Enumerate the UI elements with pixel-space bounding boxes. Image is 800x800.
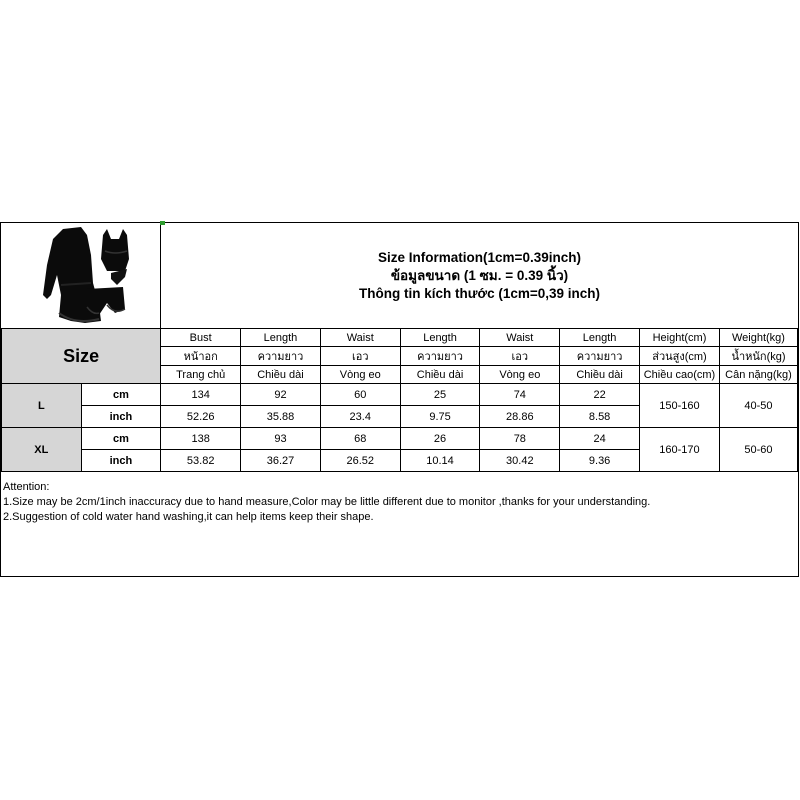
column-header-th: ส่วนสูง(cm) — [640, 347, 720, 366]
unit-label-inch: inch — [81, 406, 161, 428]
size-information-title — [161, 223, 798, 329]
column-header-en: Waist — [480, 329, 560, 347]
table-cell: 138 — [161, 428, 241, 450]
column-header-vi: Chiều dài — [560, 366, 640, 384]
table-cell: 26 — [400, 428, 480, 450]
table-cell: 93 — [241, 428, 321, 450]
column-header-th: ความยาว — [560, 347, 640, 366]
column-header-vi: Vòng eo — [480, 366, 560, 384]
table-cell: 52.26 — [161, 406, 241, 428]
table-cell: 9.75 — [400, 406, 480, 428]
table-cell: 10.14 — [400, 450, 480, 472]
size-chart-sheet — [0, 222, 799, 577]
column-header-en: Waist — [320, 329, 400, 347]
table-cell: 74 — [480, 384, 560, 406]
unit-label-cm: cm — [81, 428, 161, 450]
table-cell: 28.86 — [480, 406, 560, 428]
column-header-vi: Chiều dài — [400, 366, 480, 384]
size-label-l: L — [2, 384, 82, 428]
title-thai: ข้อมูลขนาด (1 ซม. = 0.39 นิ้ว) — [390, 268, 569, 283]
table-cell: 24 — [560, 428, 640, 450]
table-cell: 68 — [320, 428, 400, 450]
table-cell: 78 — [480, 428, 560, 450]
weight-range-cell: 50-60 — [719, 428, 797, 472]
column-header-vi: Chiều dài — [241, 366, 321, 384]
column-header-th: เอว — [320, 347, 400, 366]
attention-heading: Attention: — [3, 481, 50, 493]
column-header-th: ความยาว — [400, 347, 480, 366]
column-header-en: Length — [400, 329, 480, 347]
column-header-vi: Chiều cao(cm) — [640, 366, 720, 384]
attention-note-2: 2.Suggestion of cold water hand washing,it can help items keep their shape. — [3, 511, 374, 523]
table-cell: 60 — [320, 384, 400, 406]
column-header-en: Length — [241, 329, 321, 347]
column-header-en: Weight(kg) — [719, 329, 797, 347]
table-cell: 8.58 — [560, 406, 640, 428]
column-header-th: หน้าอก — [161, 347, 241, 366]
title-english: Size Information(1cm=0.39inch) — [378, 250, 581, 265]
size-header: Size — [2, 329, 161, 384]
column-header-vi: Trang chủ — [161, 366, 241, 384]
table-cell: 134 — [161, 384, 241, 406]
column-header-th: ความยาว — [241, 347, 321, 366]
table-cell: 35.88 — [241, 406, 321, 428]
table-cell: 9.36 — [560, 450, 640, 472]
title-vietnamese: Thông tin kích thước (1cm=0,39 inch) — [358, 286, 601, 301]
column-header-en: Bust — [161, 329, 241, 347]
column-header-th: เอว — [480, 347, 560, 366]
weight-range-cell: 40-50 — [719, 384, 797, 428]
attention-notes — [3, 480, 650, 525]
table-cell: 25 — [400, 384, 480, 406]
attention-note-1: 1.Size may be 2cm/1inch inaccuracy due to hand measure,Color may be little different due to monitor ,thanks for your understanding. — [3, 496, 651, 508]
table-cell: 22 — [560, 384, 640, 406]
column-header-th: น้ำหนัก(kg) — [719, 347, 797, 366]
table-cell: 30.42 — [480, 450, 560, 472]
table-cell: 53.82 — [161, 450, 241, 472]
table-cell: 23.4 — [320, 406, 400, 428]
column-header-vi: Cân nặng(kg) — [719, 366, 797, 384]
size-label-xl: XL — [2, 428, 82, 472]
height-range-cell: 160-170 — [640, 428, 720, 472]
product-photo — [41, 225, 131, 327]
column-header-vi: Vòng eo — [320, 366, 400, 384]
column-header-en: Length — [560, 329, 640, 347]
product-photo-cell — [1, 223, 161, 329]
unit-label-cm: cm — [81, 384, 161, 406]
unit-label-inch: inch — [81, 450, 161, 472]
table-cell: 26.52 — [320, 450, 400, 472]
size-table — [1, 328, 798, 472]
column-header-en: Height(cm) — [640, 329, 720, 347]
table-cell: 36.27 — [241, 450, 321, 472]
height-range-cell: 150-160 — [640, 384, 720, 428]
table-cell: 92 — [241, 384, 321, 406]
